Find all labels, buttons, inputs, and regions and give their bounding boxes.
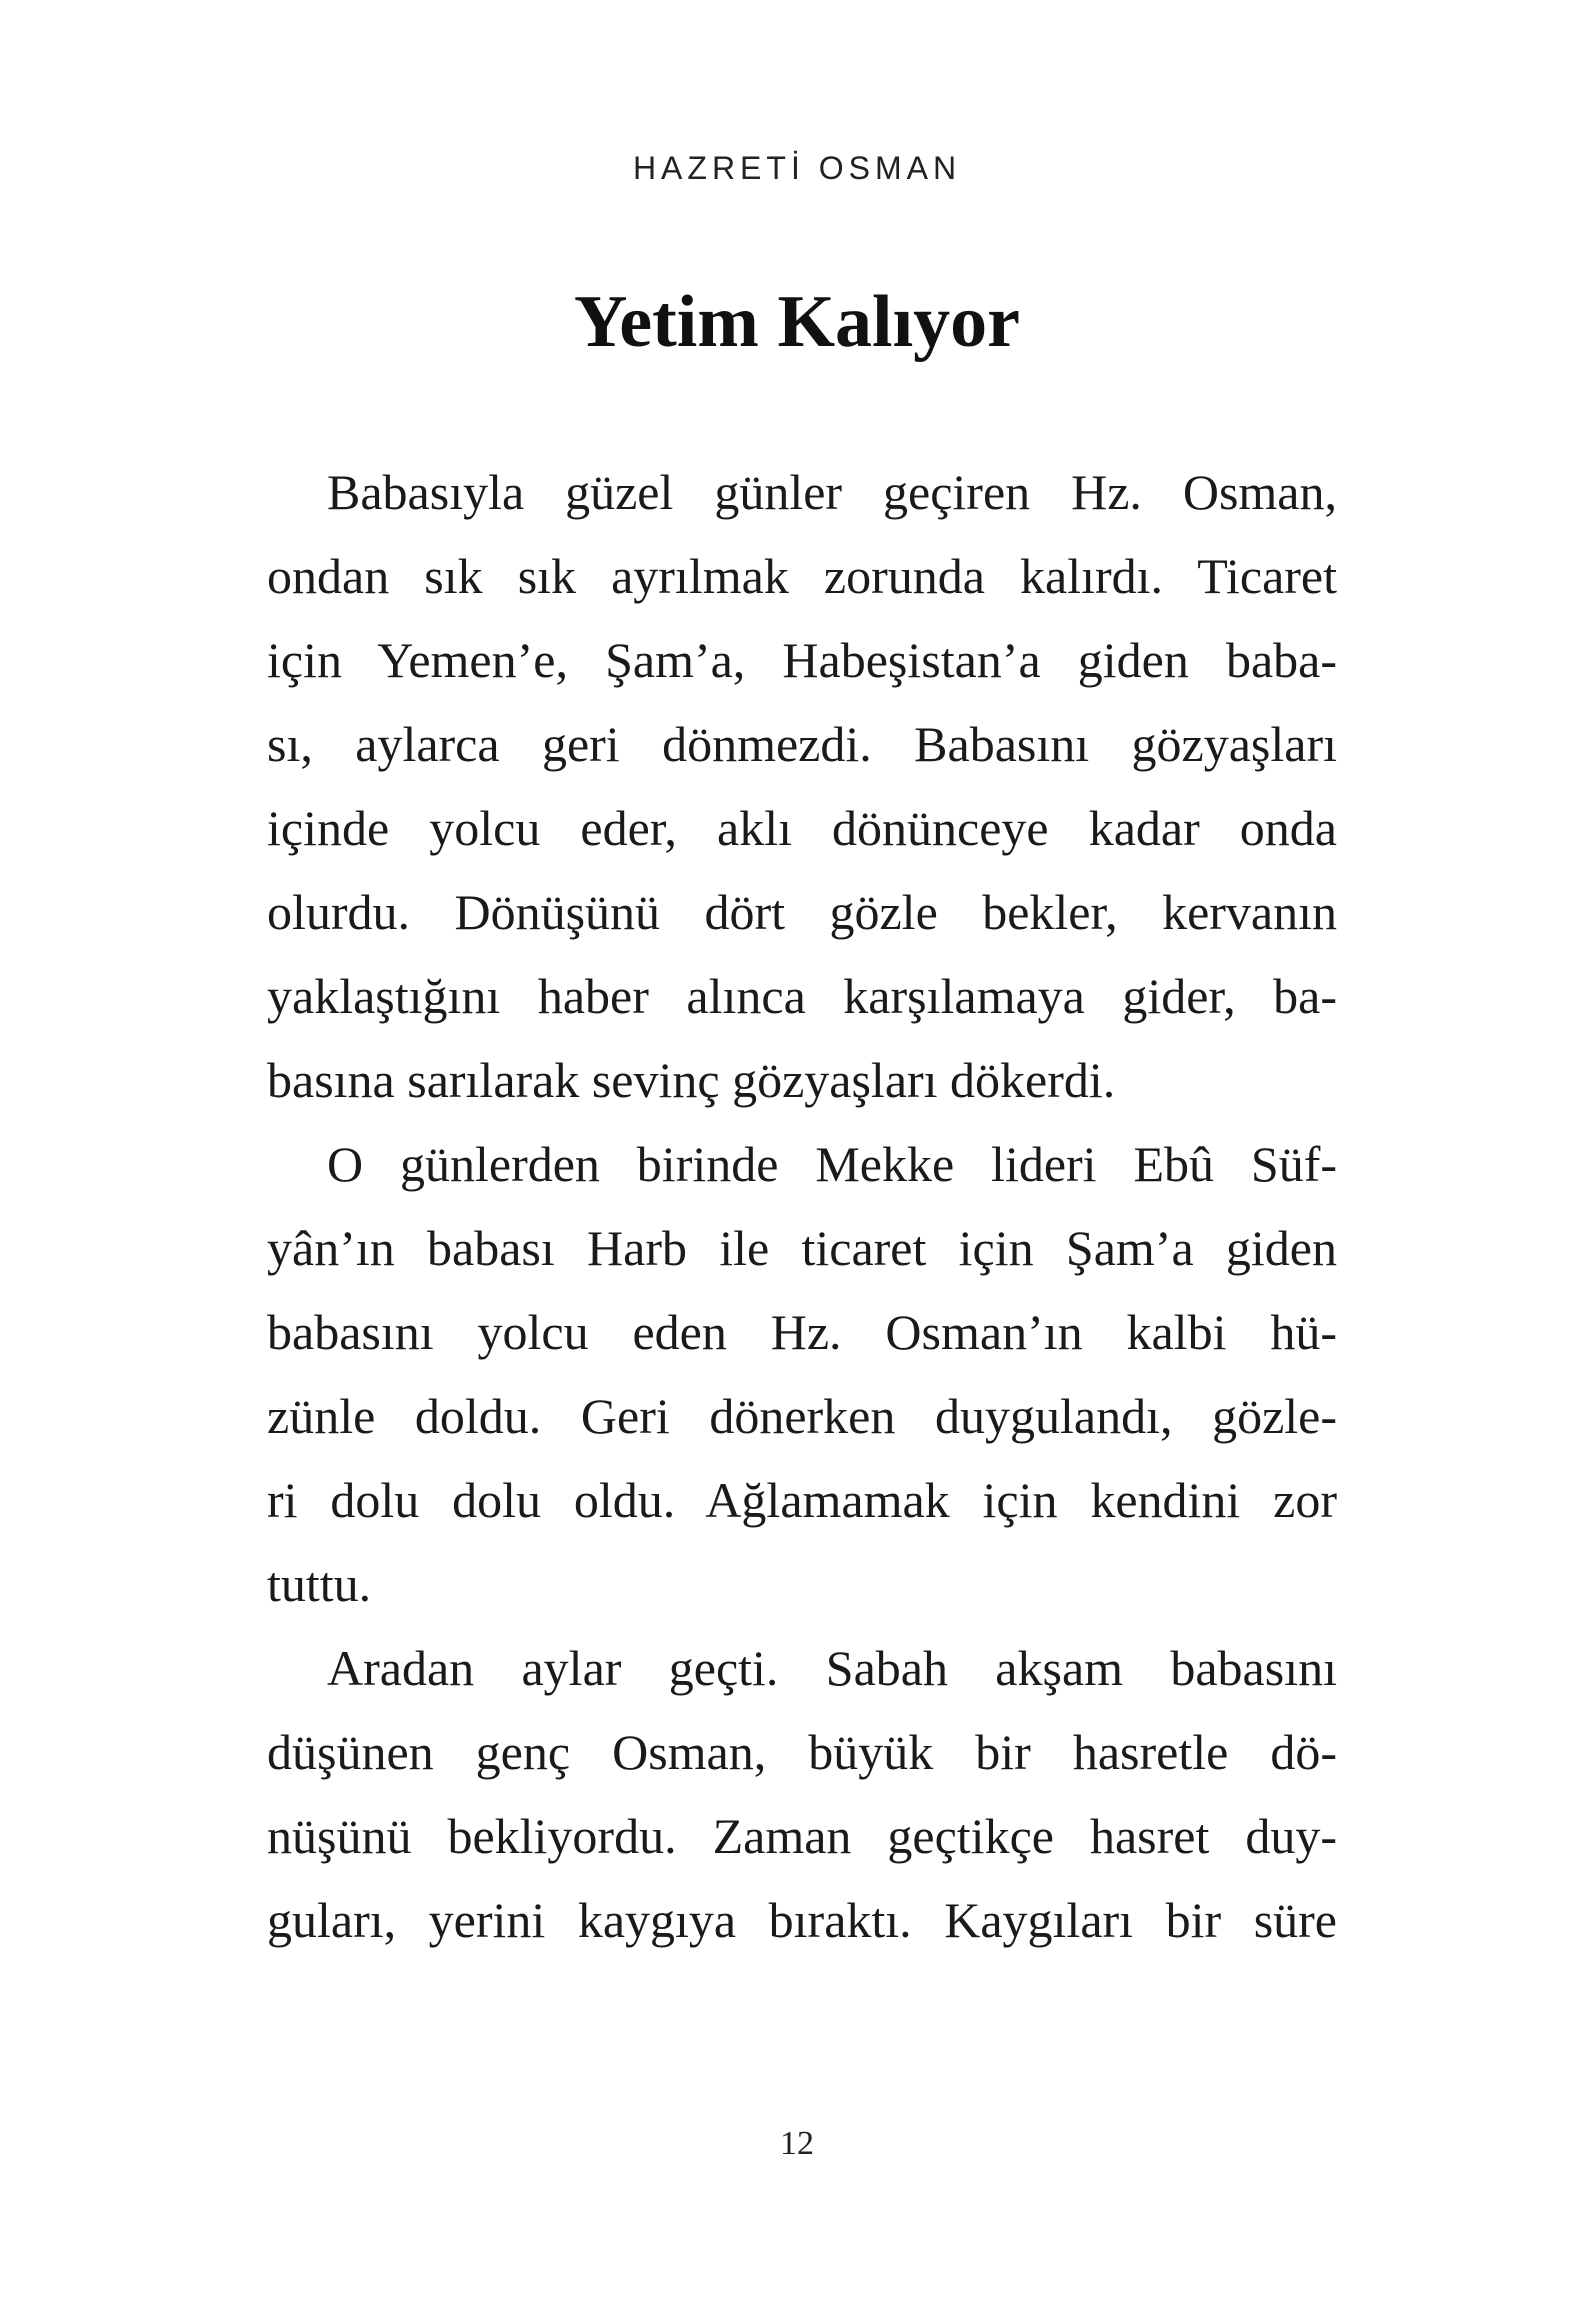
paragraph-2-line-6: tuttu. <box>267 1556 372 1612</box>
paragraph-2-line-1: O günlerden birinde Mekke lideri Ebû Süf- <box>327 1136 1337 1192</box>
paragraph-3-line-4: guları, yerini kaygıya bıraktı. Kaygıları bir süre <box>267 1892 1337 1948</box>
paragraph-3-line-3: nüşünü bekliyordu. Zaman geçtikçe hasret duy- <box>267 1808 1337 1864</box>
paragraph-1-line-7: yaklaştığını haber alınca karşılamaya gider, ba- <box>267 968 1337 1024</box>
paragraph-3-line-1: Aradan aylar geçti. Sabah akşam babasını <box>327 1640 1337 1696</box>
running-header: HAZRETİ OSMAN <box>632 150 962 186</box>
paragraph-1-line-6: olurdu. Dönüşünü dört gözle bekler, kervanın <box>267 884 1337 940</box>
paragraph-2-line-2: yân’ın babası Harb ile ticaret için Şam’a giden <box>267 1220 1337 1276</box>
paragraph-1-line-2: ondan sık sık ayrılmak zorunda kalırdı. Ticaret <box>267 548 1337 604</box>
paragraph-1-line-8: basına sarılarak sevinç gözyaşları dökerdi. <box>267 1052 1116 1108</box>
paragraph-3-line-2: düşünen genç Osman, büyük bir hasretle dö- <box>267 1724 1337 1780</box>
chapter-title: Yetim Kalıyor <box>574 281 1020 363</box>
paragraph-1-line-1: Babasıyla güzel günler geçiren Hz. Osman, <box>327 464 1337 520</box>
page-number: 12 <box>780 2125 814 2162</box>
paragraph-1-line-3: için Yemen’e, Şam’a, Habeşistan’a giden baba- <box>267 632 1337 688</box>
paragraph-1-line-5: içinde yolcu eder, aklı dönünceye kadar onda <box>267 800 1337 856</box>
paragraph-2-line-3: babasını yolcu eden Hz. Osman’ın kalbi hü- <box>267 1304 1337 1360</box>
paragraph-1-line-4: sı, aylarca geri dönmezdi. Babasını gözyaşları <box>267 716 1337 772</box>
paragraph-2-line-4: zünle doldu. Geri dönerken duygulandı, gözle- <box>267 1388 1337 1444</box>
body-text <box>267 450 1337 1962</box>
paragraph-2-line-5: ri dolu dolu oldu. Ağlamamak için kendini zor <box>267 1472 1337 1528</box>
